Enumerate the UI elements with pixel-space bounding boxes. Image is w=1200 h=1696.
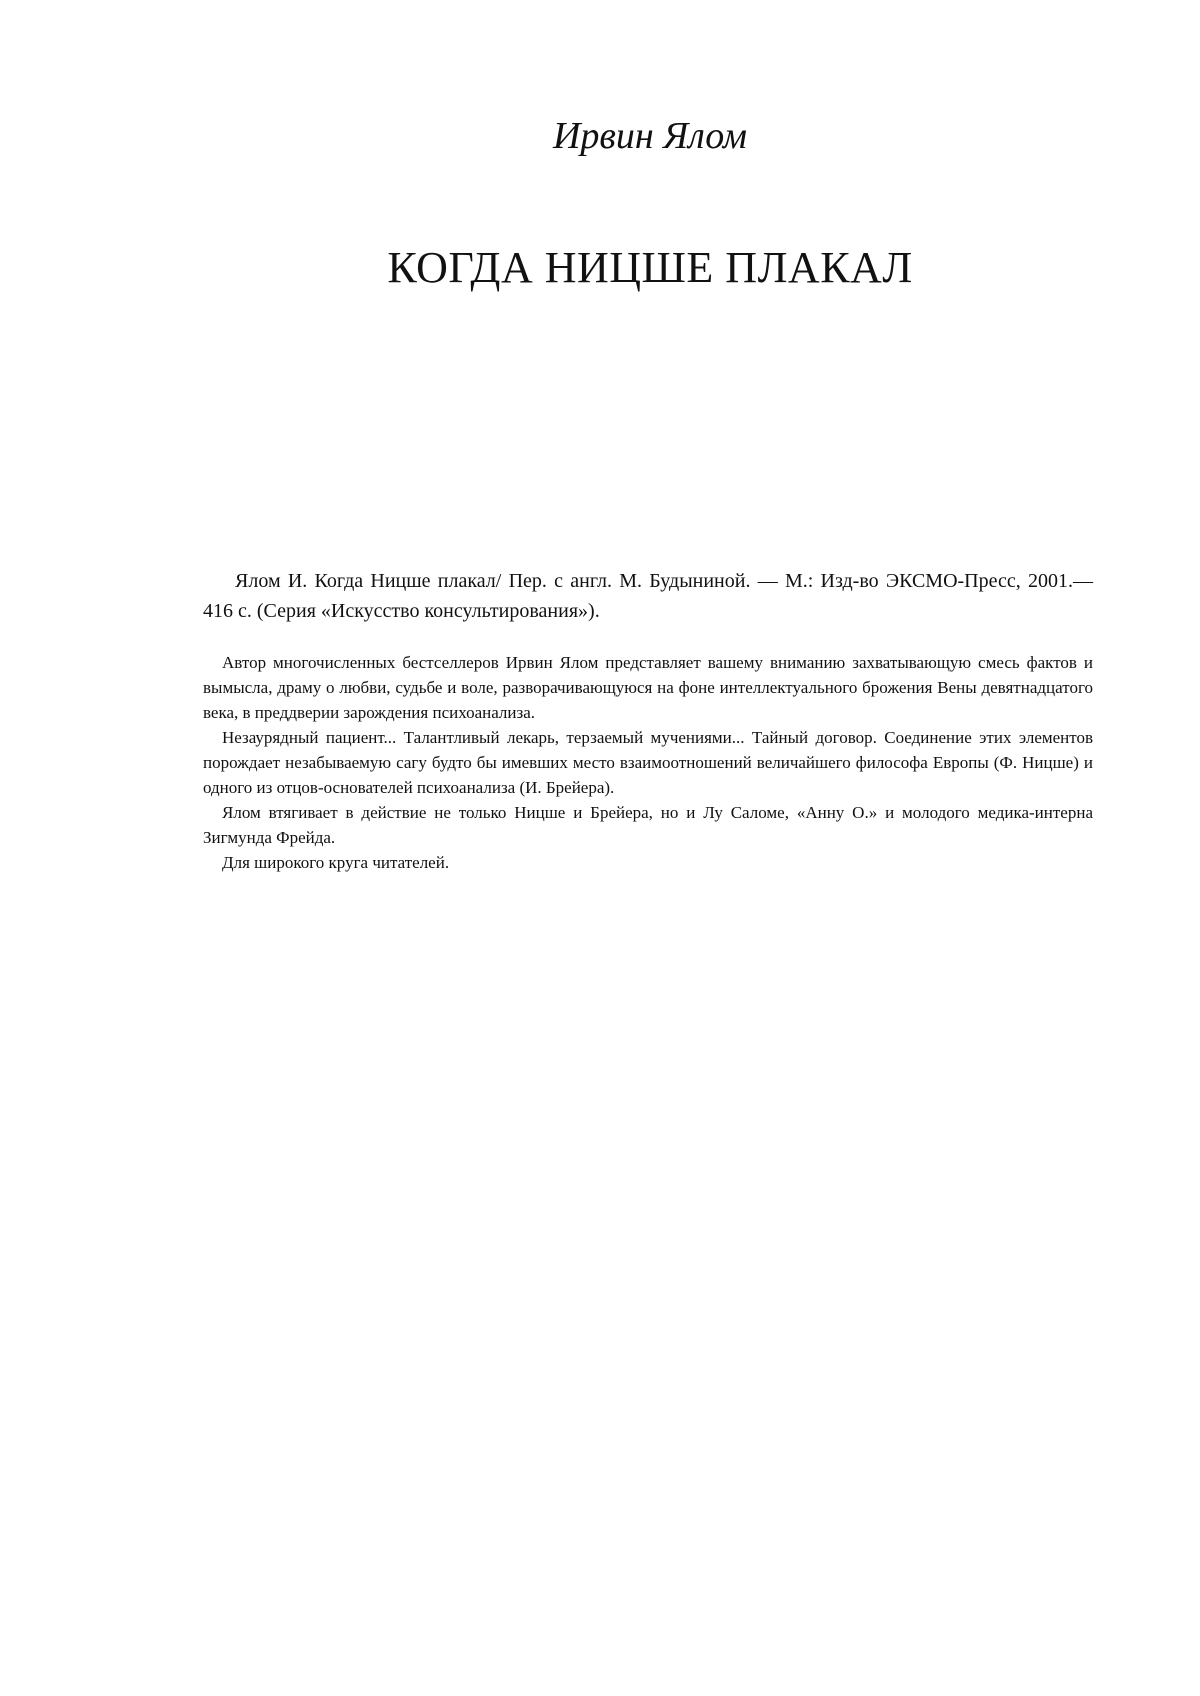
annotation-paragraph: Для широкого круга читателей. bbox=[222, 853, 450, 872]
annotation-paragraph: Незаурядный пациент... Талантливый лекарь, терзаемый мучениями... Тайный договор. Соединение этих элементов порождает незабываемую сагу будто бы имевших место взаимоотношений величайшего философа Европы (Ф. Ницше) и одного из отцов-основателей психоанализа (И. Брейера). bbox=[203, 728, 1093, 797]
annotation-paragraph: Ялом втягивает в действие не только Ницше и Брейера, но и Лу Саломе, «Анну О.» и молодого медика-интерна Зигмунда Фрейда. bbox=[203, 803, 1093, 847]
annotation-paragraph: Автор многочисленных бестселлеров Ирвин Ялом представляет вашему вниманию захватывающую смесь фактов и вымысла, драму о любви, судьбе и воле, разворачивающуюся на фоне интеллектуального брожения Вены девятнадцатого века, в преддверии зарождения психоанализа. bbox=[203, 653, 1093, 722]
bibliographic-record: Ялом И. Когда Ницше плакал/ Пер. с англ. М. Будыниной. — М.: Изд-во ЭКСМО-Пресс, 2001.— 416 с. (Серия «Искусство консультирования»). bbox=[203, 570, 1093, 622]
author-name: Ирвин Ялом bbox=[552, 115, 748, 157]
annotation bbox=[203, 650, 1093, 875]
book-title: КОГДА НИЦШЕ ПЛАКАЛ bbox=[387, 243, 913, 292]
